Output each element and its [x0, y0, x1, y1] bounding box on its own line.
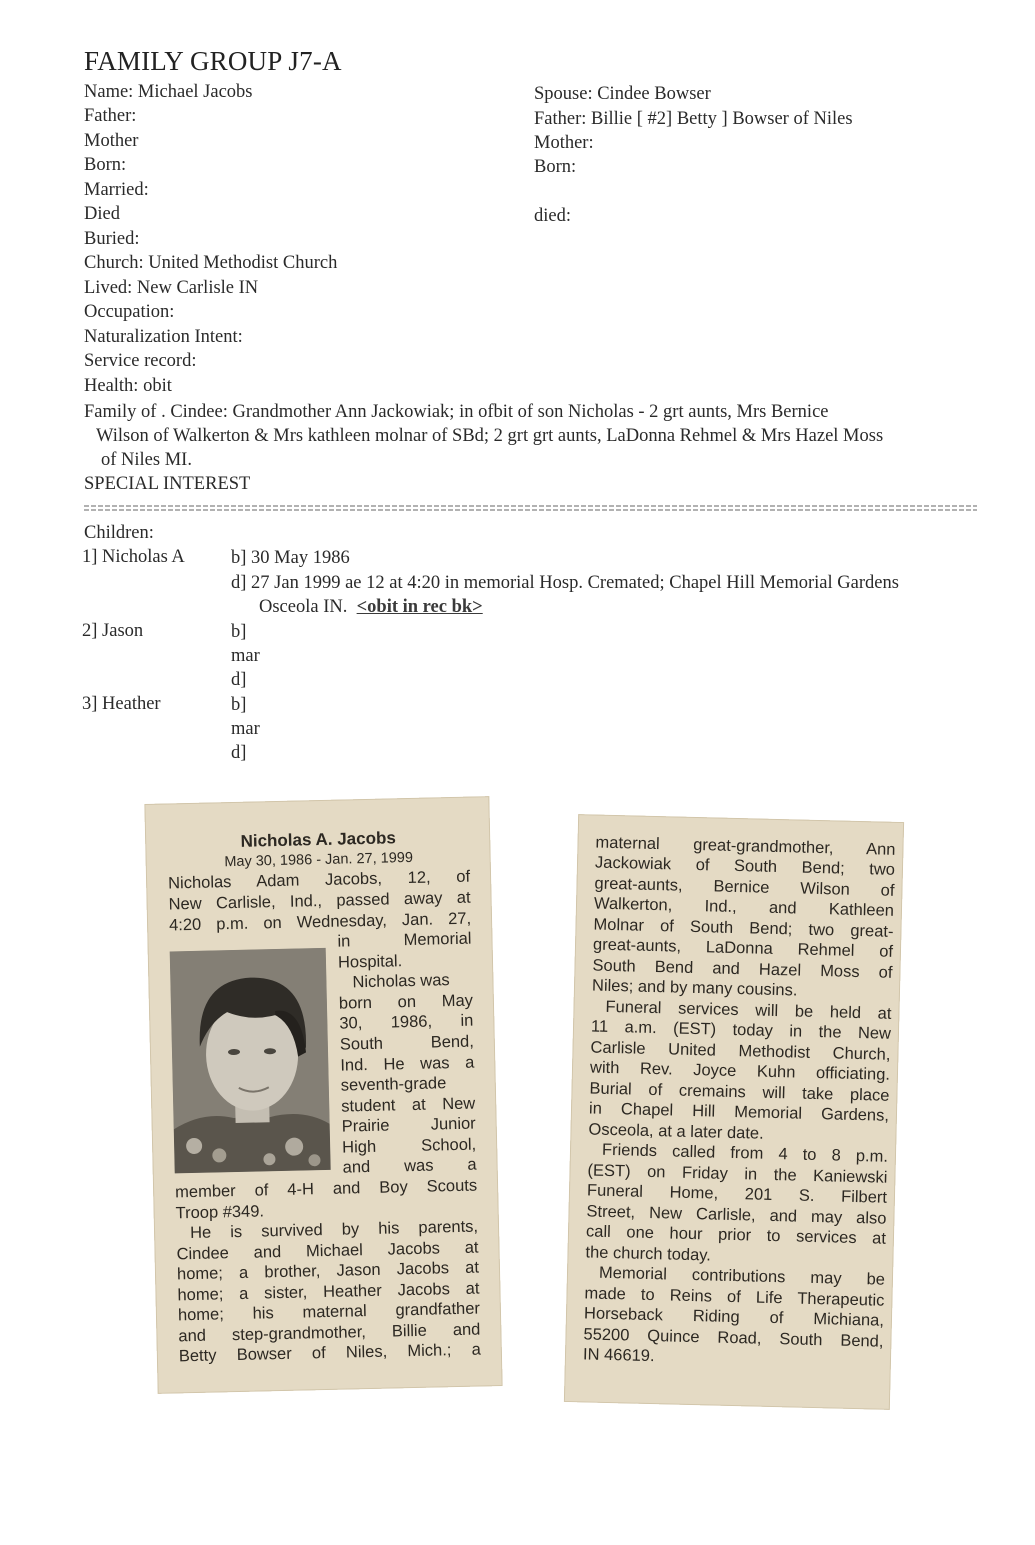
- special-interest-heading: SPECIAL INTEREST: [84, 474, 251, 494]
- clipping-left-text: [166, 797, 482, 1366]
- clip1-line: South Bend,: [339, 1032, 475, 1054]
- field-health: Health: obit: [84, 376, 172, 396]
- child-3-died: d]: [231, 743, 247, 763]
- clip2-line: Niles; and by many cousins.: [591, 976, 798, 1000]
- family-of-line: Wilson of Walkerton & Mrs kathleen molnar of SBd; 2 grt grt aunts, LaDonna Rehmel & Mrs Hazel Moss: [96, 426, 884, 446]
- field-spouse-died: died:: [534, 206, 571, 226]
- child-3-name: 3] Heather: [82, 694, 161, 714]
- obituary-clipping-left: [144, 796, 502, 1394]
- clip2-line: Jackowiak of South Bend; two: [594, 853, 896, 879]
- child-1-burial-place: [259, 595, 483, 619]
- clip1-line: Troop #349.: [175, 1202, 265, 1223]
- clip2-line: Friends called from 4 to 8 p.m.: [601, 1140, 889, 1166]
- clip1-line: 4:20 p.m. on Wednesday, Jan. 27,: [168, 909, 472, 935]
- clip2-line: maternal great-grandmother, Ann: [595, 833, 896, 859]
- clip1-line: Cindee and Michael Jacobs at: [176, 1238, 479, 1264]
- clip1-line: student at New: [341, 1094, 476, 1116]
- clip1-line: born on May: [338, 991, 474, 1013]
- children-heading: Children:: [84, 523, 154, 543]
- clip1-line: home; a brother, Jason Jacobs at: [176, 1258, 480, 1284]
- field-lived: Lived: New Carlisle IN: [84, 278, 259, 298]
- field-occupation: Occupation:: [84, 302, 175, 322]
- clip1-line: Ind. He was a: [340, 1053, 475, 1075]
- clip2-line: Horseback Riding of Michiana,: [583, 1304, 885, 1330]
- obituary-clipping-right: [564, 814, 904, 1410]
- clip2-line: Street, New Carlisle, and may also: [586, 1202, 887, 1228]
- field-church: Church: United Methodist Church: [84, 253, 338, 273]
- clip1-line: seventh-grade: [340, 1074, 447, 1095]
- clip1-line: High School,: [341, 1135, 477, 1157]
- obit-record-link[interactable]: <obit in rec bk>: [356, 597, 483, 617]
- field-service-record: Service record:: [84, 351, 197, 371]
- clip1-line: 30, 1986, in: [339, 1011, 474, 1033]
- clip1-line: in Memorial: [337, 929, 472, 951]
- field-buried: Buried:: [84, 229, 140, 249]
- clip2-line: South Bend and Hazel Moss of: [592, 956, 893, 982]
- clip2-line: (EST) on Friday in the Kaniewski: [587, 1161, 888, 1187]
- clip2-line: great-aunts, Bernice Wilson of: [594, 874, 895, 900]
- clip2-line: IN 46619.: [582, 1345, 655, 1366]
- clip2-line: the church today.: [585, 1243, 712, 1265]
- family-of-line: Family of . Cindee: Grandmother Ann Jackowiak; in ofbit of son Nicholas - 2 grt aunts, Mrs Bernice: [84, 402, 829, 422]
- clip2-line: Burial of cremains will take place: [589, 1079, 890, 1105]
- child-1-burial-text: Osceola IN.: [259, 597, 348, 617]
- obituary-dates: May 30, 1986 - Jan. 27, 1999: [224, 849, 414, 871]
- clip1-line: member of 4-H and Boy Scouts: [174, 1176, 478, 1202]
- clip2-line: Carlisle United Methodist Church,: [590, 1038, 891, 1064]
- child-1-name: 1] Nicholas A: [82, 547, 185, 567]
- clip2-line: with Rev. Joyce Kuhn officiating.: [589, 1058, 891, 1084]
- child-3-married: mar: [231, 719, 260, 739]
- clip2-line: made to Reins of Life Therapeutic: [584, 1284, 885, 1310]
- child-1-born: b] 30 May 1986: [231, 548, 350, 568]
- clip2-line: Funeral Home, 201 S. Filbert: [586, 1181, 888, 1207]
- clip1-line: and was a: [342, 1155, 477, 1177]
- field-spouse-father: Father: Billie [ #2] Betty ] Bowser of Niles: [534, 109, 853, 129]
- clip1-line: He is survived by his parents,: [189, 1217, 479, 1243]
- clip2-line: Osceola, at a later date.: [588, 1120, 764, 1143]
- family-of-line: of Niles MI.: [101, 450, 192, 470]
- field-born: Born:: [84, 155, 127, 175]
- field-name: Name: Michael Jacobs: [84, 82, 253, 102]
- double-rule-divider: [84, 500, 977, 514]
- child-3-born: b]: [231, 695, 247, 715]
- field-spouse-mother: Mother:: [534, 133, 594, 153]
- clip1-line: Prairie Junior: [341, 1114, 476, 1136]
- clip2-line: Funeral services will be held at: [605, 997, 892, 1023]
- clip1-line: home; his maternal grandfather: [177, 1299, 481, 1325]
- page-title: FAMILY GROUP J7-A: [84, 46, 342, 76]
- child-2-married: mar: [231, 646, 260, 666]
- clip2-line: 11 a.m. (EST) today in the New: [590, 1017, 892, 1043]
- clip1-line: and step-grandmother, Billie and: [178, 1320, 481, 1346]
- clip1-line: home; a sister, Heather Jacobs at: [177, 1279, 480, 1305]
- field-mother: Mother: [84, 131, 139, 151]
- clip2-line: Molnar of South Bend; two great-: [593, 915, 894, 941]
- field-father: Father:: [84, 106, 137, 126]
- clip1-line: Hospital.: [337, 952, 403, 972]
- family-of-paragraph: [84, 400, 989, 472]
- clip2-line: Walkerton, Ind., and Kathleen: [593, 894, 895, 920]
- clip1-line: Nicholas was: [352, 971, 450, 992]
- clip2-line: call one hour prior to services at: [585, 1222, 887, 1248]
- field-spouse: Spouse: Cindee Bowser: [534, 84, 711, 104]
- field-naturalization: Naturalization Intent:: [84, 327, 243, 347]
- child-2-name: 2] Jason: [82, 621, 144, 641]
- field-died: Died: [84, 204, 120, 224]
- field-married: Married:: [84, 180, 149, 200]
- obituary-photo: [170, 948, 331, 1173]
- clip1-line: Nicholas Adam Jacobs, 12, of: [167, 867, 471, 893]
- clip2-line: great-aunts, LaDonna Rehmel of: [592, 935, 894, 961]
- clip2-line: Memorial contributions may be: [598, 1263, 886, 1289]
- child-2-born: b]: [231, 622, 247, 642]
- clip2-line: in Chapel Hill Memorial Gardens,: [588, 1099, 890, 1125]
- clip2-line: 55200 Quince Road, South Bend,: [583, 1325, 884, 1351]
- clip1-line: New Carlisle, Ind., passed away at: [168, 888, 471, 914]
- field-spouse-born: Born:: [534, 157, 577, 177]
- clip1-line: Betty Bowser of Niles, Mich.; a: [178, 1340, 482, 1366]
- clipping-right-text: [582, 815, 896, 1366]
- obituary-headline: Nicholas A. Jacobs: [240, 828, 397, 851]
- child-1-died: d] 27 Jan 1999 ae 12 at 4:20 in memorial Hosp. Cremated; Chapel Hill Memorial Gardens: [231, 573, 899, 593]
- child-2-died: d]: [231, 670, 247, 690]
